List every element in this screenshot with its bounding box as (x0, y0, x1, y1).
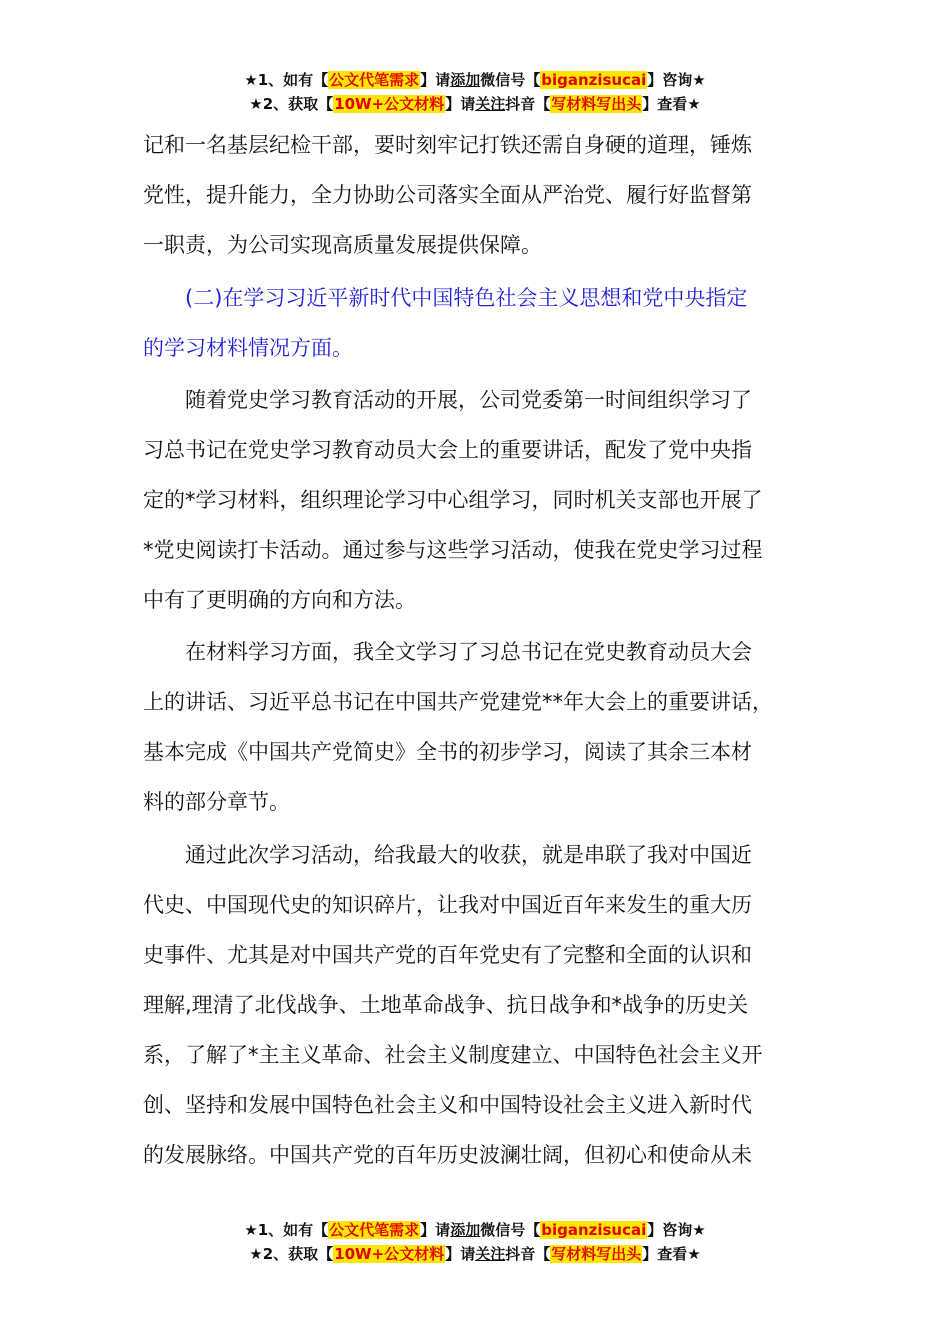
banner-text: 】请 (445, 95, 476, 113)
banner-text: 】请 (420, 71, 451, 89)
banner-text: 微信号【 (480, 1221, 541, 1239)
banner-text: ★2、获取【 (249, 95, 334, 113)
banner-line-1 (0, 68, 950, 92)
banner-text: 】请 (445, 1245, 476, 1263)
banner-text: ★1、如有【 (244, 71, 329, 89)
body-line: 记和一名基层纪检干部，要时刻牢记打铁还需自身硬的道理，锤炼 (143, 133, 752, 157)
banner-highlight: biganzisucai (541, 71, 647, 89)
banner-highlight: 10W+公文材料 (334, 1245, 445, 1263)
banner-highlight: biganzisucai (541, 1221, 647, 1239)
body-line: *党史阅读打卡活动。通过参与这些学习活动，使我在党史学习过程 (143, 538, 763, 562)
header-banner (0, 68, 950, 116)
body-line: 代史、中国现代史的知识碎片，让我对中国近百年来发生的重大历 (143, 893, 752, 917)
body-line: 习总书记在党史学习教育动员大会上的重要讲话，配发了党中央指 (143, 438, 752, 462)
banner-text: 】请 (420, 1221, 451, 1239)
body-line: 理解,理清了北伐战争、土地革命战争、抗日战争和*战争的历史关 (143, 993, 749, 1017)
body-line: 基本完成《中国共产党简史》全书的初步学习，阅读了其余三本材 (143, 740, 752, 764)
banner-text: ★1、如有【 (244, 1221, 329, 1239)
body-line: 定的*学习材料，组织理论学习中心组学习，同时机关支部也开展了 (143, 488, 763, 512)
banner-text: 】咨询★ (647, 71, 706, 89)
banner-highlight: 公文代笔需求 (329, 1221, 420, 1239)
banner-highlight: 10W+公文材料 (334, 95, 445, 113)
body-line: 史事件、尤其是对中国共产党的百年党史有了完整和全面的认识和 (143, 943, 752, 967)
section-heading-line: (二)在学习习近平新时代中国特色社会主义思想和党中央指定 (143, 286, 748, 310)
banner-line-2 (0, 1242, 950, 1266)
banner-underline: 添加 (450, 1221, 481, 1239)
body-line: 上的讲话、习近平总书记在中国共产党建党**年大会上的重要讲话， (143, 690, 773, 714)
body-line: 随着党史学习教育活动的开展，公司党委第一时间组织学习了 (143, 388, 752, 412)
banner-text: 】咨询★ (647, 1221, 706, 1239)
body-line: 一职责，为公司实现高质量发展提供保障。 (143, 233, 542, 257)
banner-text: 】查看★ (642, 1245, 701, 1263)
body-line: 系，了解了*主主义革命、社会主义制度建立、中国特色社会主义开 (143, 1043, 763, 1067)
body-line: 中有了更明确的方向和方法。 (143, 588, 416, 612)
banner-highlight: 写材料写出头 (551, 1245, 642, 1263)
banner-line-2 (0, 92, 950, 116)
banner-text: 抖音【 (505, 95, 551, 113)
banner-line-1 (0, 1218, 950, 1242)
section-heading-line: 的学习材料情况方面。 (143, 336, 353, 360)
body-line: 的发展脉络。中国共产党的百年历史波澜壮阔，但初心和使命从未 (143, 1143, 752, 1167)
banner-text: ★2、获取【 (249, 1245, 334, 1263)
banner-underline: 关注 (475, 1245, 506, 1263)
banner-text: 微信号【 (480, 71, 541, 89)
body-line: 党性，提升能力，全力协助公司落实全面从严治党、履行好监督第 (143, 183, 752, 207)
footer-banner (0, 1218, 950, 1266)
banner-underline: 关注 (475, 95, 506, 113)
banner-underline: 添加 (450, 71, 481, 89)
banner-text: 抖音【 (505, 1245, 551, 1263)
body-line: 料的部分章节。 (143, 790, 290, 814)
body-line: 创、坚持和发展中国特色社会主义和中国特设社会主义进入新时代 (143, 1093, 752, 1117)
body-line: 在材料学习方面，我全文学习了习总书记在党史教育动员大会 (143, 640, 752, 664)
banner-text: 】查看★ (642, 95, 701, 113)
body-line: 通过此次学习活动，给我最大的收获，就是串联了我对中国近 (143, 843, 752, 867)
banner-highlight: 写材料写出头 (551, 95, 642, 113)
banner-highlight: 公文代笔需求 (329, 71, 420, 89)
